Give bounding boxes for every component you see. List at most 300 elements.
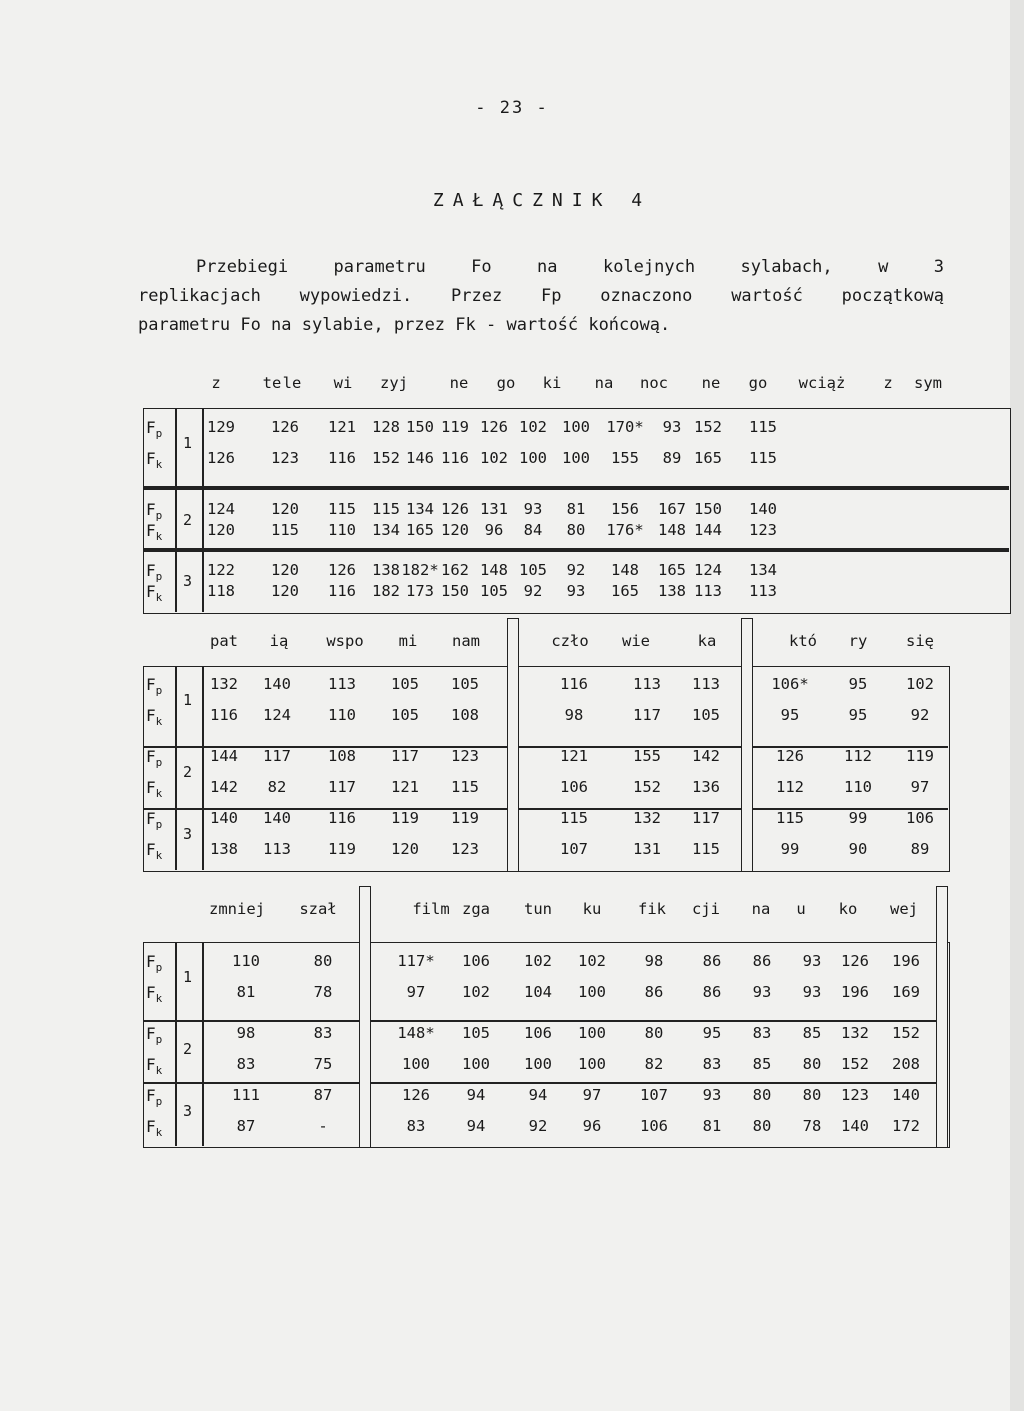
fp-value-cell: 80: [644, 1024, 664, 1042]
fk-value-cell: 102: [462, 983, 490, 1001]
fk-value-cell: 104: [524, 983, 552, 1001]
fk-value-cell: 81: [702, 1117, 722, 1135]
fk-value-cell: 152: [841, 1055, 869, 1073]
intro-paragraph: [138, 253, 944, 340]
fp-value-cell: 150: [694, 500, 722, 518]
fp-value-cell: 94: [528, 1086, 548, 1104]
fk-value-cell: 95: [848, 706, 868, 724]
fp-value-cell: 98: [236, 1024, 256, 1042]
fk-value-cell: 96: [484, 521, 504, 539]
fp-value-cell: 94: [466, 1086, 486, 1104]
table-1-separator: [143, 488, 1009, 490]
syllable-header: wie: [622, 632, 650, 650]
fp-value-cell: 144: [210, 747, 238, 765]
table-1-separator-double: [143, 548, 1009, 550]
fk-value-cell: 89: [910, 840, 930, 858]
syllable-header: le: [282, 374, 302, 392]
syllable-header: się: [906, 632, 934, 650]
fk-value-cell: 80: [566, 521, 586, 539]
fk-value-cell: 90: [848, 840, 868, 858]
fp-value-cell: 100: [562, 418, 590, 436]
fk-value-cell: 121: [391, 778, 419, 796]
fk-value-cell: 102: [480, 449, 508, 467]
syllable-header: wej: [890, 900, 918, 918]
fk-value-cell: 100: [562, 449, 590, 467]
fk-label: $F_k$: [146, 582, 163, 605]
syllable-header: ne: [449, 374, 469, 392]
fp-value-cell: 123: [451, 747, 479, 765]
fp-value-cell: 111: [232, 1086, 260, 1104]
replication-number: 1: [183, 433, 193, 452]
fp-value-cell: 132: [841, 1024, 869, 1042]
syllable-header: go: [748, 374, 768, 392]
syllable-header: ko: [838, 900, 858, 918]
fk-value-cell: 155: [611, 449, 639, 467]
fp-value-cell: 126: [402, 1086, 430, 1104]
replication-number: 2: [183, 1039, 193, 1058]
fp-value-cell: 140: [749, 500, 777, 518]
fk-value-cell: 106: [640, 1117, 668, 1135]
fk-value-cell: 134: [372, 521, 400, 539]
fk-value-cell: 169: [892, 983, 920, 1001]
fp-value-cell: 95: [848, 675, 868, 693]
fk-value-cell: 93: [752, 983, 772, 1001]
fk-value-cell: 99: [780, 840, 800, 858]
table-3-group-divider: [359, 886, 371, 1147]
syllable-header: noc: [640, 374, 668, 392]
fk-value-cell: 138: [210, 840, 238, 858]
syllable-header: sym: [914, 374, 942, 392]
fp-value-cell: 126: [480, 418, 508, 436]
fp-value-cell: 106: [524, 1024, 552, 1042]
fp-value-cell: 126: [328, 561, 356, 579]
syllable-header: u: [796, 900, 806, 918]
fp-value-cell: 105: [519, 561, 547, 579]
fp-value-cell: 85: [802, 1024, 822, 1042]
fp-value-cell: 83: [752, 1024, 772, 1042]
table-1-label-col-line: [175, 408, 177, 612]
fp-value-cell: 182*: [401, 561, 439, 579]
fp-value-cell: 102: [519, 418, 547, 436]
fp-value-cell: 83: [313, 1024, 333, 1042]
fk-value-cell: 123: [271, 449, 299, 467]
fk-label: $F_k$: [146, 1055, 163, 1078]
fk-value-cell: 89: [662, 449, 682, 467]
syllable-header: czło: [551, 632, 589, 650]
fk-value-cell: 108: [451, 706, 479, 724]
fk-value-cell: 100: [524, 1055, 552, 1073]
fp-value-cell: 116: [560, 675, 588, 693]
fk-value-cell: 176*: [606, 521, 644, 539]
fp-value-cell: 115: [372, 500, 400, 518]
syllable-header: ku: [582, 900, 602, 918]
replication-number: 3: [183, 824, 193, 843]
fp-value-cell: 106*: [771, 675, 809, 693]
syllable-header: ią: [269, 632, 289, 650]
fk-value-cell: 118: [207, 582, 235, 600]
fk-value-cell: 120: [207, 521, 235, 539]
fk-value-cell: 115: [692, 840, 720, 858]
syllable-header: zyj: [380, 374, 408, 392]
fk-label: $F_k$: [146, 1117, 163, 1140]
syllable-header: ry: [848, 632, 868, 650]
fk-value-cell: 152: [372, 449, 400, 467]
fp-value-cell: 142: [692, 747, 720, 765]
syllable-header: mi: [398, 632, 418, 650]
syllable-header: wspo: [326, 632, 364, 650]
fp-value-cell: 117: [692, 809, 720, 827]
fk-value-cell: 165: [611, 582, 639, 600]
fp-value-cell: 120: [271, 500, 299, 518]
fk-value-cell: 196: [841, 983, 869, 1001]
fp-value-cell: 105: [391, 675, 419, 693]
fp-value-cell: 140: [263, 675, 291, 693]
fk-value-cell: 100: [462, 1055, 490, 1073]
fp-value-cell: 81: [566, 500, 586, 518]
fp-value-cell: 117: [391, 747, 419, 765]
fk-value-cell: 120: [271, 582, 299, 600]
fk-value-cell: 100: [578, 983, 606, 1001]
fk-value-cell: 110: [844, 778, 872, 796]
fp-value-cell: 152: [892, 1024, 920, 1042]
fk-value-cell: 98: [564, 706, 584, 724]
fp-value-cell: 140: [892, 1086, 920, 1104]
fk-value-cell: 92: [528, 1117, 548, 1135]
fp-value-cell: 107: [640, 1086, 668, 1104]
fk-value-cell: 113: [749, 582, 777, 600]
fp-label: $F_p$: [146, 1024, 163, 1047]
fp-value-cell: 115: [328, 500, 356, 518]
fp-value-cell: 131: [480, 500, 508, 518]
fp-value-cell: 134: [749, 561, 777, 579]
fk-value-cell: 93: [802, 983, 822, 1001]
table-3-separator: [143, 1020, 948, 1022]
syllable-header: szał: [299, 900, 337, 918]
syllable-header: zga: [462, 900, 490, 918]
fp-value-cell: 110: [232, 952, 260, 970]
fk-value-cell: 97: [406, 983, 426, 1001]
fk-value-cell: 124: [263, 706, 291, 724]
fk-value-cell: 208: [892, 1055, 920, 1073]
fp-value-cell: 100: [578, 1024, 606, 1042]
fp-value-cell: 123: [841, 1086, 869, 1104]
fk-value-cell: 83: [236, 1055, 256, 1073]
syllable-header: zmniej: [209, 900, 265, 918]
fk-value-cell: 142: [210, 778, 238, 796]
fk-value-cell: 115: [749, 449, 777, 467]
fk-value-cell: 119: [328, 840, 356, 858]
fp-value-cell: 93: [662, 418, 682, 436]
fp-value-cell: 115: [776, 809, 804, 827]
intro-line-1: Przebiegi parametru Fo na kolejnych sylabach, w 3: [196, 257, 944, 277]
fk-value-cell: 105: [391, 706, 419, 724]
replication-number: 2: [183, 510, 193, 529]
fk-value-cell: 116: [328, 449, 356, 467]
fk-value-cell: 116: [328, 582, 356, 600]
fk-label: $F_k$: [146, 840, 163, 863]
fp-value-cell: 105: [462, 1024, 490, 1042]
fk-value-cell: 123: [451, 840, 479, 858]
fk-value-cell: 84: [523, 521, 543, 539]
fp-value-cell: 126: [271, 418, 299, 436]
fp-value-cell: 148: [611, 561, 639, 579]
fp-value-cell: 113: [692, 675, 720, 693]
syllable-header: wciąż: [798, 374, 846, 392]
fk-value-cell: 115: [451, 778, 479, 796]
syllable-header: tun: [524, 900, 552, 918]
fk-value-cell: 165: [406, 521, 434, 539]
fk-value-cell: 138: [658, 582, 686, 600]
fk-value-cell: 97: [910, 778, 930, 796]
fk-value-cell: 113: [694, 582, 722, 600]
fp-value-cell: 106: [462, 952, 490, 970]
fp-label: $F_p$: [146, 561, 163, 584]
fk-value-cell: 86: [644, 983, 664, 1001]
fk-value-cell: 113: [263, 840, 291, 858]
fp-value-cell: 132: [633, 809, 661, 827]
syllable-header: ka: [697, 632, 717, 650]
fp-value-cell: 126: [841, 952, 869, 970]
fk-value-cell: 110: [328, 706, 356, 724]
table-1-separator-double: [143, 486, 1009, 488]
fk-value-cell: 152: [633, 778, 661, 796]
fp-value-cell: 115: [560, 809, 588, 827]
fk-value-cell: 116: [441, 449, 469, 467]
replication-number: 1: [183, 967, 193, 986]
fp-value-cell: 162: [441, 561, 469, 579]
fp-value-cell: 98: [644, 952, 664, 970]
fp-value-cell: 102: [524, 952, 552, 970]
table-1-separator: [143, 550, 1009, 552]
fk-value-cell: 87: [236, 1117, 256, 1135]
intro-line-2: replikacjach wypowiedzi. Przez Fp oznaczono wartość początkową: [138, 286, 944, 306]
fk-value-cell: 123: [749, 521, 777, 539]
fk-value-cell: 107: [560, 840, 588, 858]
fk-value-cell: 105: [692, 706, 720, 724]
fp-value-cell: 106: [906, 809, 934, 827]
syllable-header: ki: [542, 374, 562, 392]
replication-number: 3: [183, 1101, 193, 1120]
table-2-label-col-line: [175, 666, 177, 870]
fp-value-cell: 140: [210, 809, 238, 827]
replication-number: 2: [183, 762, 193, 781]
fp-value-cell: 115: [749, 418, 777, 436]
fp-value-cell: 150: [406, 418, 434, 436]
fp-label: $F_p$: [146, 952, 163, 975]
syllable-header: ne: [701, 374, 721, 392]
fp-value-cell: 140: [263, 809, 291, 827]
page-number: - 23 -: [475, 98, 549, 118]
fp-value-cell: 155: [633, 747, 661, 765]
syllable-header: któ: [789, 632, 817, 650]
fk-value-cell: 93: [566, 582, 586, 600]
fk-value-cell: 148: [658, 521, 686, 539]
fp-value-cell: 113: [633, 675, 661, 693]
fk-value-cell: 110: [328, 521, 356, 539]
fp-label: $F_p$: [146, 500, 163, 523]
fk-value-cell: 100: [519, 449, 547, 467]
fk-value-cell: 78: [802, 1117, 822, 1135]
fp-value-cell: 134: [406, 500, 434, 518]
fk-value-cell: 78: [313, 983, 333, 1001]
fp-value-cell: 120: [271, 561, 299, 579]
fp-label: $F_p$: [146, 1086, 163, 1109]
fp-value-cell: 87: [313, 1086, 333, 1104]
fk-value-cell: 82: [267, 778, 287, 796]
fp-value-cell: 86: [752, 952, 772, 970]
syllable-header: te: [262, 374, 282, 392]
fp-value-cell: 132: [210, 675, 238, 693]
fk-value-cell: 115: [271, 521, 299, 539]
fk-value-cell: 96: [582, 1117, 602, 1135]
fp-label: $F_p$: [146, 418, 163, 441]
fk-value-cell: 75: [313, 1055, 333, 1073]
fk-value-cell: 95: [780, 706, 800, 724]
table-2-group-divider: [741, 618, 753, 871]
fk-value-cell: 82: [644, 1055, 664, 1073]
fk-value-cell: 106: [560, 778, 588, 796]
fp-value-cell: 124: [694, 561, 722, 579]
fk-value-cell: 146: [406, 449, 434, 467]
fk-value-cell: 172: [892, 1117, 920, 1135]
fp-value-cell: 99: [848, 809, 868, 827]
syllable-header: cji: [692, 900, 720, 918]
fp-value-cell: 86: [702, 952, 722, 970]
fp-value-cell: 128: [372, 418, 400, 436]
fk-value-cell: 80: [802, 1055, 822, 1073]
fk-value-cell: 173: [406, 582, 434, 600]
fp-value-cell: 102: [906, 675, 934, 693]
fk-value-cell: 112: [776, 778, 804, 796]
fk-label: $F_k$: [146, 449, 163, 472]
table-3-separator: [143, 1082, 948, 1084]
fk-value-cell: 165: [694, 449, 722, 467]
fk-value-cell: 92: [523, 582, 543, 600]
fp-value-cell: 126: [776, 747, 804, 765]
page-edge: [1010, 0, 1024, 1411]
fp-value-cell: 102: [578, 952, 606, 970]
syllable-header: z: [211, 374, 221, 392]
fp-value-cell: 112: [844, 747, 872, 765]
fk-value-cell: 116: [210, 706, 238, 724]
fk-value-cell: 120: [391, 840, 419, 858]
syllable-header: pat: [210, 632, 238, 650]
syllable-header: na: [594, 374, 614, 392]
fp-label: $F_p$: [146, 809, 163, 832]
fp-value-cell: 148*: [397, 1024, 435, 1042]
fp-value-cell: 95: [702, 1024, 722, 1042]
fp-value-cell: 93: [702, 1086, 722, 1104]
fk-value-cell: 117: [328, 778, 356, 796]
table-3-group-divider: [936, 886, 948, 1147]
fp-value-cell: 119: [451, 809, 479, 827]
fp-value-cell: 92: [566, 561, 586, 579]
fk-label: $F_k$: [146, 778, 163, 801]
replication-number: 3: [183, 571, 193, 590]
fp-value-cell: 121: [328, 418, 356, 436]
fp-value-cell: 126: [441, 500, 469, 518]
fp-value-cell: 124: [207, 500, 235, 518]
fp-value-cell: 119: [906, 747, 934, 765]
fk-value-cell: 86: [702, 983, 722, 1001]
fk-value-cell: 136: [692, 778, 720, 796]
table-3-rep-col-line: [202, 942, 204, 1146]
fk-value-cell: 81: [236, 983, 256, 1001]
fk-value-cell: 140: [841, 1117, 869, 1135]
fp-value-cell: 138: [372, 561, 400, 579]
fp-value-cell: 119: [441, 418, 469, 436]
page-title: ZAŁĄCZNIK 4: [432, 190, 652, 211]
fp-value-cell: 152: [694, 418, 722, 436]
fp-value-cell: 117*: [397, 952, 435, 970]
fk-label: $F_k$: [146, 521, 163, 544]
fk-value-cell: 80: [752, 1117, 772, 1135]
syllable-header: na: [751, 900, 771, 918]
fk-value-cell: 83: [406, 1117, 426, 1135]
syllable-header: z: [883, 374, 893, 392]
fp-value-cell: 119: [391, 809, 419, 827]
fp-value-cell: 117: [263, 747, 291, 765]
fp-value-cell: 113: [328, 675, 356, 693]
fk-value-cell: 105: [480, 582, 508, 600]
fk-value-cell: 100: [402, 1055, 430, 1073]
fk-value-cell: 126: [207, 449, 235, 467]
fp-value-cell: 129: [207, 418, 235, 436]
fk-label: $F_k$: [146, 706, 163, 729]
fp-value-cell: 167: [658, 500, 686, 518]
fp-value-cell: 80: [313, 952, 333, 970]
fk-value-cell: 94: [466, 1117, 486, 1135]
fk-value-cell: 100: [578, 1055, 606, 1073]
fp-value-cell: 80: [752, 1086, 772, 1104]
table-3-label-col-line: [175, 942, 177, 1146]
fp-value-cell: 170*: [606, 418, 644, 436]
fk-value-cell: 117: [633, 706, 661, 724]
syllable-header: wi: [333, 374, 353, 392]
fp-value-cell: 93: [523, 500, 543, 518]
fp-value-cell: 93: [802, 952, 822, 970]
fk-value-cell: 182: [372, 582, 400, 600]
fp-value-cell: 165: [658, 561, 686, 579]
fp-value-cell: 116: [328, 809, 356, 827]
syllable-header: film: [412, 900, 450, 918]
fp-value-cell: 156: [611, 500, 639, 518]
fp-value-cell: 80: [802, 1086, 822, 1104]
fp-value-cell: 105: [451, 675, 479, 693]
fk-value-cell: 150: [441, 582, 469, 600]
intro-line-3: parametru Fo na sylabie, przez Fk - wartość końcową.: [138, 315, 671, 335]
fp-value-cell: 97: [582, 1086, 602, 1104]
fp-value-cell: 121: [560, 747, 588, 765]
fp-label: $F_p$: [146, 675, 163, 698]
fk-value-cell: 144: [694, 521, 722, 539]
fk-label: $F_k$: [146, 983, 163, 1006]
fk-value-cell: 120: [441, 521, 469, 539]
syllable-header: go: [496, 374, 516, 392]
fk-value-cell: 83: [702, 1055, 722, 1073]
table-2-group-divider: [507, 618, 519, 871]
fp-value-cell: 196: [892, 952, 920, 970]
fk-value-cell: 131: [633, 840, 661, 858]
replication-number: 1: [183, 690, 193, 709]
fk-value-cell: -: [318, 1117, 328, 1135]
fp-label: $F_p$: [146, 747, 163, 770]
fk-value-cell: 92: [910, 706, 930, 724]
fk-value-cell: 85: [752, 1055, 772, 1073]
syllable-header: nam: [452, 632, 480, 650]
fp-value-cell: 108: [328, 747, 356, 765]
fp-value-cell: 148: [480, 561, 508, 579]
